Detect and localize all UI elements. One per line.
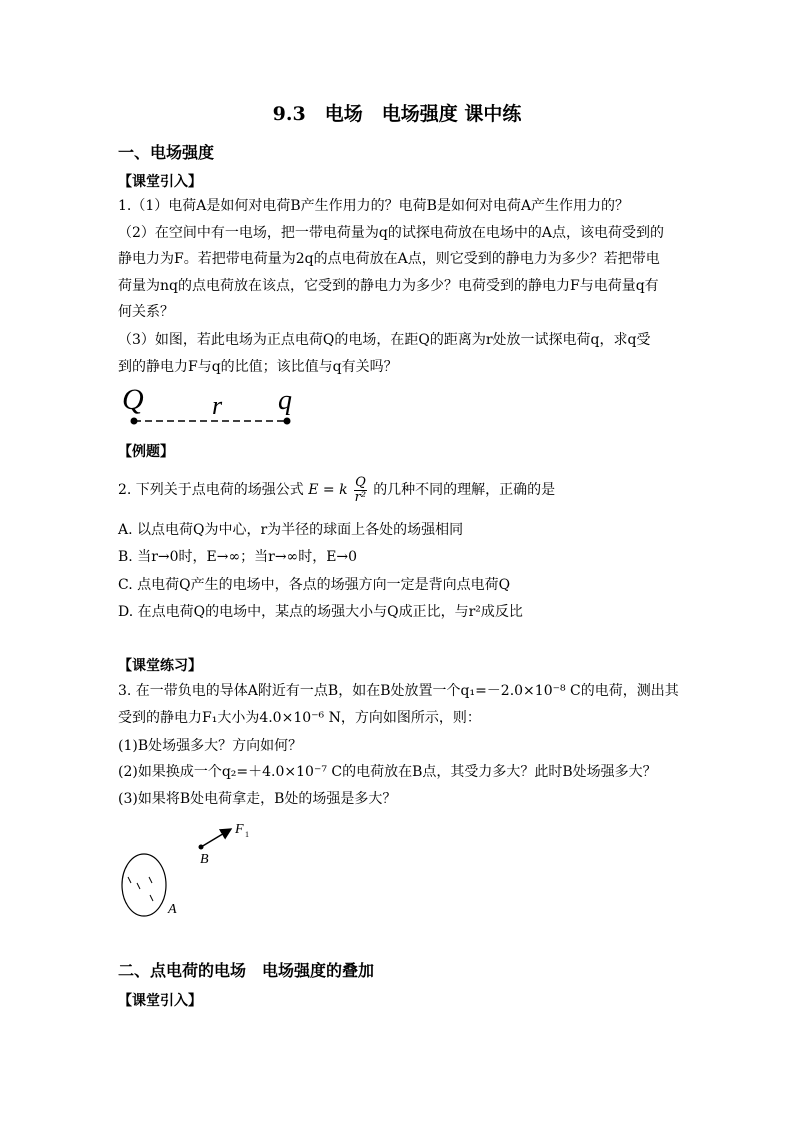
q1-line-1: 1.（1）电荷A是如何对电荷B产生作用力的？电荷B是如何对电荷A产生作用力的？ bbox=[118, 198, 630, 214]
negative-charge-mark bbox=[137, 883, 140, 889]
conductor-force-figure bbox=[115, 815, 275, 925]
conductor-label-A: A bbox=[168, 902, 177, 917]
conductor-A-outline bbox=[122, 854, 166, 916]
section2-intro-tag: 【课堂引入】 bbox=[118, 993, 202, 1009]
force-label-F: F bbox=[235, 822, 244, 837]
point-label-B: B bbox=[200, 852, 209, 867]
q3-line-2: 受到的静电力F₁大小为4.0×10⁻⁶ N，方向如图所示，则： bbox=[118, 710, 481, 726]
q1-line-2: （2）在空间中有一电场，把一带电荷量为q的试探电荷放在电场中的A点，该电荷受到的 bbox=[118, 225, 664, 241]
section1-heading: 一、电场强度 bbox=[118, 143, 215, 162]
q2-suffix: 的几种不同的理解，正确的是 bbox=[373, 482, 556, 498]
q2-option-a: A. 以点电荷Q为中心，r为半径的球面上各处的场强相同 bbox=[118, 522, 464, 538]
point-charge-Q-dot bbox=[131, 418, 138, 425]
figure-label-Q: Q bbox=[122, 383, 144, 416]
figure-label-r: r bbox=[212, 391, 223, 420]
page-title: 9.3 电场 电场强度 课中练 bbox=[272, 103, 522, 125]
q2-formula-lhs: E = k bbox=[308, 482, 348, 498]
practice-tag: 【课堂练习】 bbox=[118, 658, 202, 674]
q1-line-6: （3）如图，若此电场为正点电荷Q的电场，在距Q的距离为r处放一试探电荷q，求q受 bbox=[118, 332, 651, 348]
q1-line-4: 荷量为nq的点电荷放在该点，它受到的静电力为多少？电荷受到的静电力F与电荷量q有 bbox=[118, 278, 659, 294]
q2-prefix: 2. 下列关于点电荷的场强公式 bbox=[118, 482, 304, 498]
negative-charge-mark bbox=[149, 877, 152, 883]
figure-label-q: q bbox=[278, 385, 292, 416]
negative-charge-mark bbox=[128, 877, 131, 883]
q3-line-5: (3)如果将B处电荷拿走，B处的场强是多大？ bbox=[118, 791, 397, 807]
q2-option-d: D. 在点电荷Q的电场中，某点的场强大小与Q成正比，与r²成反比 bbox=[118, 604, 523, 620]
q2-option-c: C. 点电荷Q产生的电场中，各点的场强方向一定是背向点电荷Q bbox=[118, 577, 511, 593]
q2-option-b: B. 当r→0时，E→∞；当r→∞时，E→0 bbox=[118, 549, 358, 565]
q3-line-4: (2)如果换成一个q₂=＋4.0×10⁻⁷ C的电荷放在B点，其受力多大？此时B处场强多大？ bbox=[118, 764, 657, 780]
force-f1-arrow bbox=[201, 829, 231, 847]
negative-charge-mark bbox=[150, 895, 153, 901]
example-tag: 【例题】 bbox=[118, 444, 174, 460]
point-B-dot bbox=[199, 845, 204, 850]
section2-heading: 二、点电荷的电场 电场强度的叠加 bbox=[118, 961, 375, 980]
test-charge-q-dot bbox=[284, 418, 291, 425]
q1-line-5: 何关系？ bbox=[118, 304, 174, 320]
q2-stem bbox=[118, 472, 555, 508]
charge-distance-figure bbox=[118, 382, 308, 432]
q3-line-3: (1)B处场强多大？方向如何？ bbox=[118, 738, 303, 754]
q2-formula-fraction bbox=[354, 476, 367, 505]
section1-intro-tag: 【课堂引入】 bbox=[118, 174, 202, 190]
q2-formula-denominator: r² bbox=[354, 489, 367, 505]
force-label-subscript: 1 bbox=[245, 830, 249, 839]
q3-line-1: 3. 在一带负电的导体A附近有一点B，如在B处放置一个q₁=－2.0×10⁻⁸ C的电荷，测出其 bbox=[118, 683, 679, 699]
q1-line-3: 静电力为F。若把带电荷量为2q的点电荷放在A点，则它受到的静电力为多少？若把带电 bbox=[118, 251, 660, 267]
q2-formula-numerator: Q bbox=[355, 474, 366, 490]
q1-line-7: 到的静电力F与q的比值；该比值与q有关吗？ bbox=[118, 359, 398, 375]
